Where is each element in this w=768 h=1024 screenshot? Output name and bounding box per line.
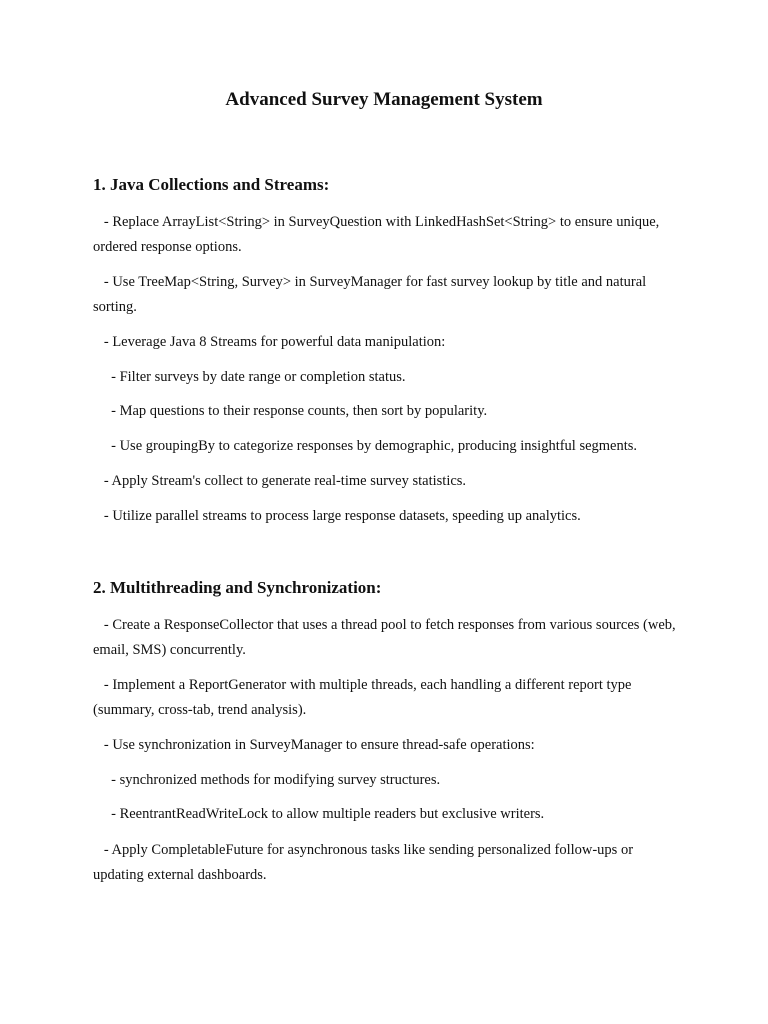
- list-item: - Leverage Java 8 Streams for powerful data manipulation:: [93, 334, 446, 350]
- list-item: - Replace ArrayList<String> in SurveyQuestion with LinkedHashSet<String> to ensure unique, ordered response options.: [93, 214, 663, 255]
- list-item: - Implement a ReportGenerator with multiple threads, each handling a different report type (summary, cross-tab, trend analysis).: [93, 677, 636, 718]
- list-item: - ReentrantReadWriteLock to allow multiple readers but exclusive writers.: [93, 806, 545, 822]
- list-item: - Apply Stream's collect to generate real-time survey statistics.: [93, 473, 467, 489]
- list-item: - Filter surveys by date range or completion status.: [93, 369, 406, 385]
- list-item: - synchronized methods for modifying survey structures.: [93, 772, 441, 788]
- section-heading-multithreading: 2. Multithreading and Synchronization:: [93, 578, 382, 597]
- list-item: - Use TreeMap<String, Survey> in SurveyManager for fast survey lookup by title and natural sorting.: [93, 274, 650, 315]
- list-item: - Apply CompletableFuture for asynchronous tasks like sending personalized follow-ups or updating external dashboards.: [93, 842, 637, 883]
- list-item: - Create a ResponseCollector that uses a thread pool to fetch responses from various sources (web, email, SMS) concurrently.: [93, 617, 680, 658]
- list-item: - Use synchronization in SurveyManager to ensure thread-safe operations:: [93, 737, 535, 753]
- section-heading-collections: 1. Java Collections and Streams:: [93, 175, 330, 194]
- document-title: Advanced Survey Management System: [225, 89, 543, 110]
- list-item: - Use groupingBy to categorize responses by demographic, producing insightful segments.: [93, 438, 638, 454]
- list-item: - Map questions to their response counts, then sort by popularity.: [93, 403, 488, 419]
- list-item: - Utilize parallel streams to process large response datasets, speeding up analytics.: [93, 508, 581, 524]
